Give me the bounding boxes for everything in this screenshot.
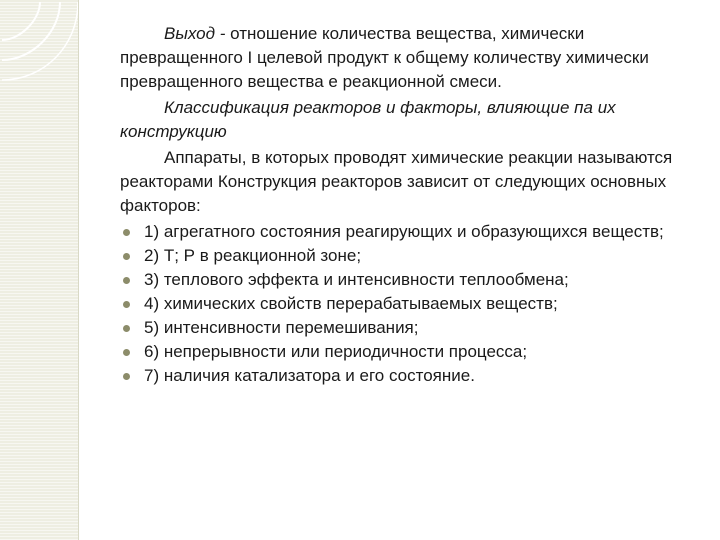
list-item	[120, 244, 700, 268]
paragraph-yield-definition	[120, 22, 700, 94]
list-item-text: 7) наличия катализатора и его состояние.	[144, 366, 475, 385]
list-item-text: 1) агрегатного состояния реагирующих и образующихся веществ;	[144, 222, 664, 241]
list-item	[120, 316, 700, 340]
bullet-icon	[123, 301, 130, 308]
list-item-text: 3) теплового эффекта и интенсивности теплообмена;	[144, 270, 569, 289]
corner-ornament-icon	[0, 0, 78, 120]
slide-content	[120, 22, 700, 388]
paragraph-reactors-intro: Аппараты, в которых проводят химические реакции называются реакторами Конструкция реакторов зависит от следующих основных факторов:	[120, 148, 673, 215]
list-item	[120, 292, 700, 316]
list-item	[120, 268, 700, 292]
decorative-side-panel	[0, 0, 79, 540]
bullet-icon	[123, 229, 130, 236]
bullet-icon	[123, 325, 130, 332]
list-item-text: 5) интенсивности перемешивания;	[144, 318, 419, 337]
factors-list	[120, 220, 700, 388]
list-item-text: 2) Т; Р в реакционной зоне;	[144, 246, 362, 265]
yield-definition-text: отношение количества вещества, химически превращенного I целевой продукт к общему количеству химически превращенного вещества е реакционной смеси.	[120, 24, 649, 91]
list-item-text: 4) химических свойств перерабатываемых веществ;	[144, 294, 558, 313]
bullet-icon	[123, 277, 130, 284]
list-item	[120, 364, 700, 388]
list-item	[120, 340, 700, 364]
bullet-icon	[123, 349, 130, 356]
bullet-icon	[123, 373, 130, 380]
paragraph-classification-heading: Классификация реакторов и факторы, влияющие па их конструкцию	[120, 98, 616, 141]
list-item	[120, 220, 700, 244]
term-yield: Выход -	[164, 24, 226, 43]
bullet-icon	[123, 253, 130, 260]
list-item-text: 6) непрерывности или периодичности процесса;	[144, 342, 528, 361]
